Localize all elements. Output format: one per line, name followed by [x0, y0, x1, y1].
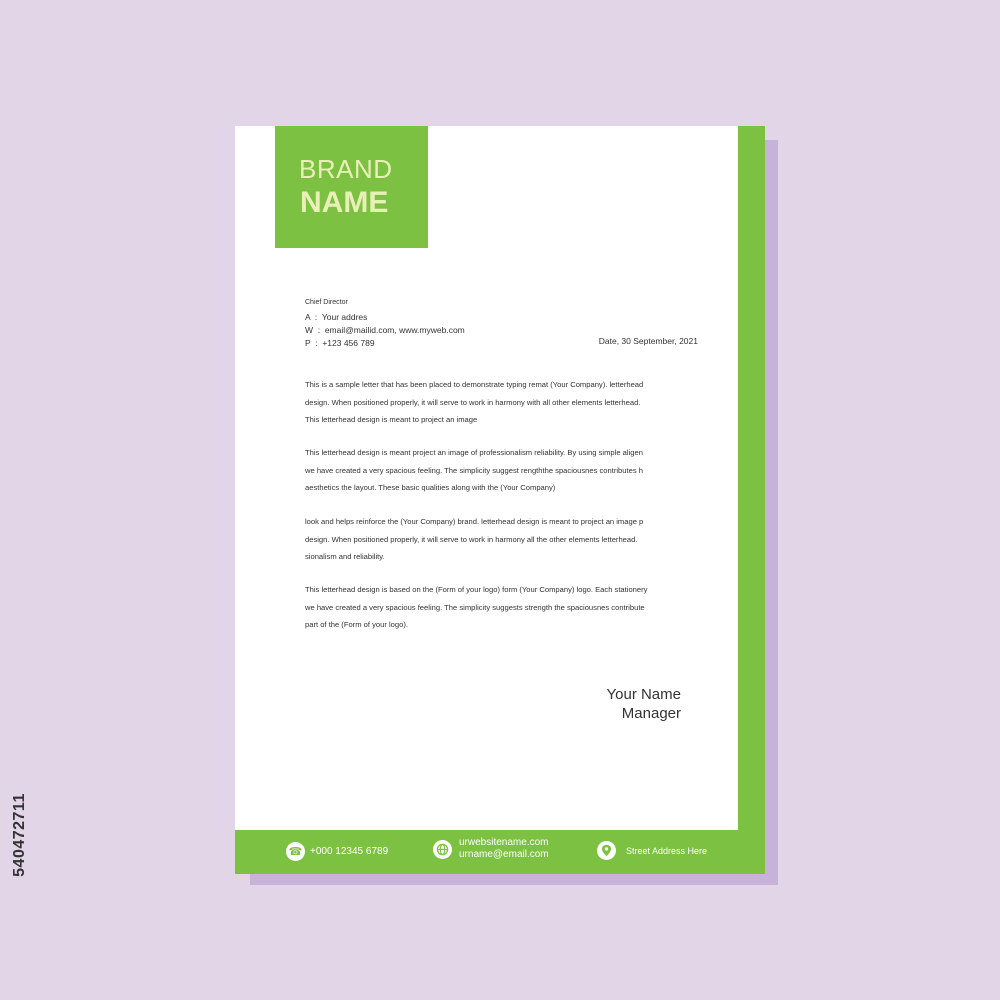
brand-name-line2: NAME	[300, 186, 389, 219]
footer-phone	[286, 842, 388, 861]
footer-website-text: urwebsitename.com	[459, 837, 549, 848]
footer-address-text: Street Address Here	[626, 845, 708, 856]
body-paragraph	[305, 444, 688, 497]
stock-image-id	[8, 770, 32, 900]
location-pin-icon	[597, 841, 616, 860]
paragraph-line: aesthetics the layout. These basic qualities along with the (Your Company)	[305, 483, 556, 492]
paragraph-line: This is a sample letter that has been placed to demonstrate typing remat (Your Company). letterhead	[305, 380, 644, 389]
sender-web: W : email@mailid.com, www.myweb.com	[305, 325, 465, 335]
paragraph-line: design. When positioned properly, it will serve to work in harmony with all other elements letterhead.	[305, 397, 641, 407]
paragraph-line: This letterhead design is meant project an image of professionalism reliability. By using simple aligen	[305, 448, 643, 457]
letter-date: Date, 30 September, 2021	[598, 336, 698, 346]
brand-logo-box	[275, 126, 428, 248]
globe-icon	[433, 840, 452, 859]
paragraph-line: This letterhead design is based on the (Form of your logo) form (Your Company) logo. Each stationery	[305, 585, 648, 594]
sender-phone: P : +123 456 789	[305, 338, 375, 348]
body-paragraph	[305, 513, 688, 566]
signature-title: Manager	[621, 705, 681, 722]
footer-phone-text: +000 12345 6789	[310, 845, 389, 857]
sender-role: Chief Director	[305, 299, 348, 306]
letterhead-page	[235, 126, 765, 874]
paragraph-line: design. When positioned properly, it will serve to work in harmony all the other elements letterhead.	[305, 534, 638, 544]
paragraph-line: sionalism and reliability.	[305, 552, 385, 561]
paragraph-line: look and helps reinforce the (Your Company) brand. letterhead design is meant to project an image p	[305, 517, 644, 526]
paragraph-line: we have created a very spacious feeling. The simplicity suggest rengththe spaciousnes contributes h	[305, 465, 643, 475]
footer-email-text: urname@email.com	[459, 849, 549, 860]
letter-body	[235, 126, 738, 830]
phone-icon: ☎	[286, 842, 305, 861]
brand-name-line1: BRAND	[299, 154, 393, 184]
stock-image-id-text: 540472711	[11, 793, 29, 877]
paragraph-line: we have created a very spacious feeling. The simplicity suggests strength the spaciousnes contribute	[305, 602, 645, 612]
sender-address: A : Your addres	[305, 312, 368, 322]
footer-web	[433, 837, 549, 861]
body-paragraph	[305, 581, 688, 634]
footer-address	[597, 841, 707, 860]
paragraph-line: part of the (Form of your logo).	[305, 620, 408, 629]
signature-name: Your Name	[606, 686, 681, 703]
paragraph-line: This letterhead design is meant to project an image	[305, 415, 478, 424]
body-paragraph	[305, 376, 688, 429]
